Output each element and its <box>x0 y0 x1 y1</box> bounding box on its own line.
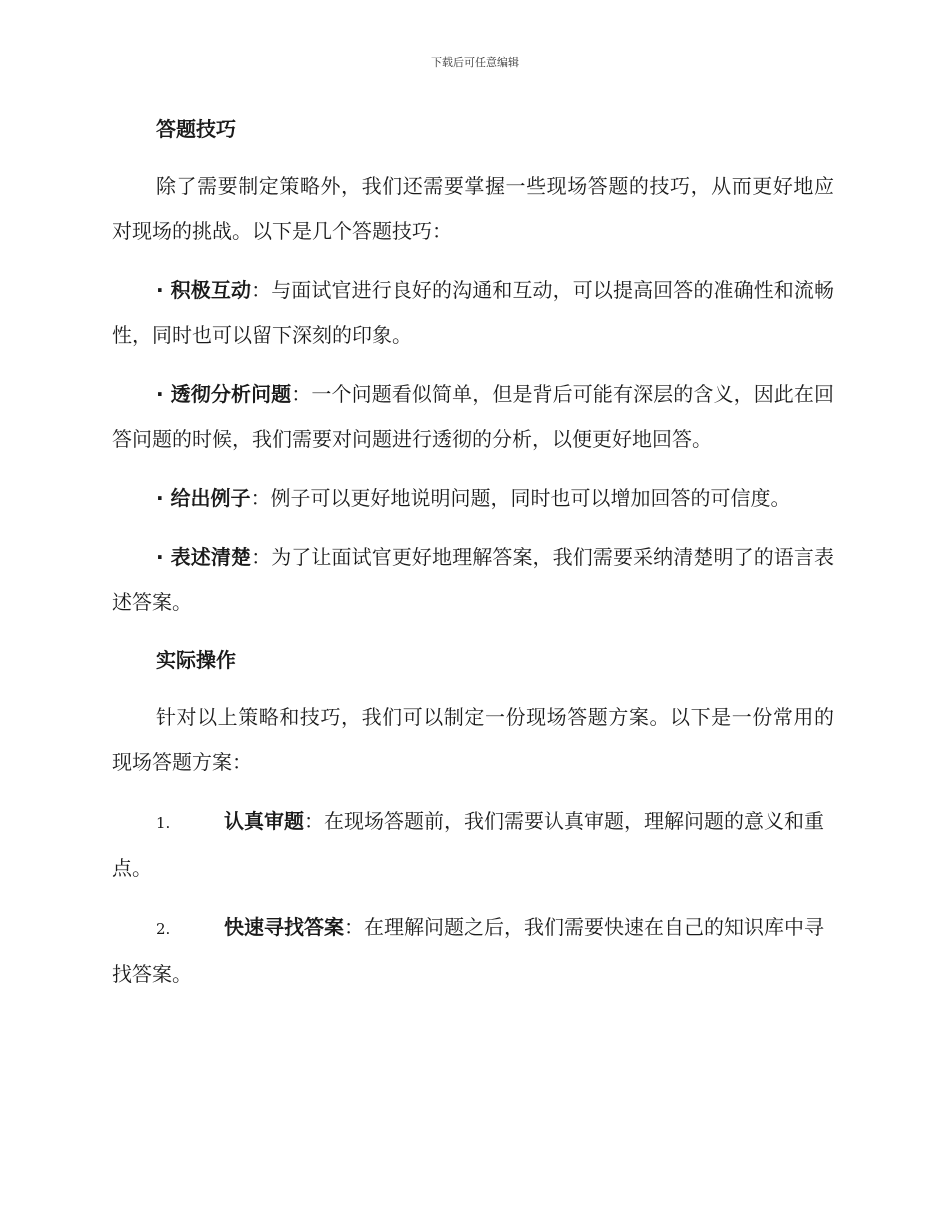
tip-text: ：为了让面试官更好地理解答案，我们需要采纳清楚明了的语言表述答案。 <box>112 545 835 614</box>
tip-text: ：例子可以更好地说明问题，同时也可以增加回答的可信度。 <box>250 486 791 510</box>
tip-item <box>112 535 834 625</box>
step-number: 2. <box>156 920 171 938</box>
tip-text: ：与面试官进行良好的沟通和互动，可以提高回答的准确性和流畅性，同时也可以留下深刻的印象。 <box>112 278 835 347</box>
tip-item <box>112 372 834 462</box>
document-body <box>112 108 834 1011</box>
intro-paragraph: 除了需要制定策略外，我们还需要掌握一些现场答题的技巧，从而更好地应对现场的挑战。以下是几个答题技巧： <box>112 174 834 243</box>
section-heading-answer-tips: 答题技巧 <box>156 117 236 141</box>
step-lead: 认真审题 <box>224 809 304 833</box>
tip-lead: · 透彻分析问题 <box>156 382 292 406</box>
step-lead: 快速寻找答案 <box>224 915 344 939</box>
step-text: ：在现场答题前，我们需要认真审题，理解问题的意义和重点。 <box>112 809 824 880</box>
tip-text: ：一个问题看似简单，但是背后可能有深层的含义，因此在回答问题的时候，我们需要对问题进行透彻的分析，以便更好地回答。 <box>112 382 835 451</box>
step-number: 1. <box>156 814 171 832</box>
step-item <box>112 905 834 997</box>
section-heading-practice: 实际操作 <box>156 648 236 672</box>
tip-lead: · 表述清楚 <box>156 545 252 569</box>
step-text: ：在理解问题之后，我们需要快速在自己的知识库中寻找答案。 <box>112 915 824 986</box>
tip-item <box>112 268 834 358</box>
tip-item <box>112 476 834 521</box>
header-note: 下载后可任意编辑 <box>431 56 519 69</box>
practice-intro-paragraph: 针对以上策略和技巧，我们可以制定一份现场答题方案。以下是一份常用的现场答题方案： <box>112 705 834 774</box>
tip-lead: · 给出例子 <box>156 486 251 510</box>
step-item <box>112 799 834 891</box>
tip-lead: · 积极互动 <box>156 278 252 302</box>
